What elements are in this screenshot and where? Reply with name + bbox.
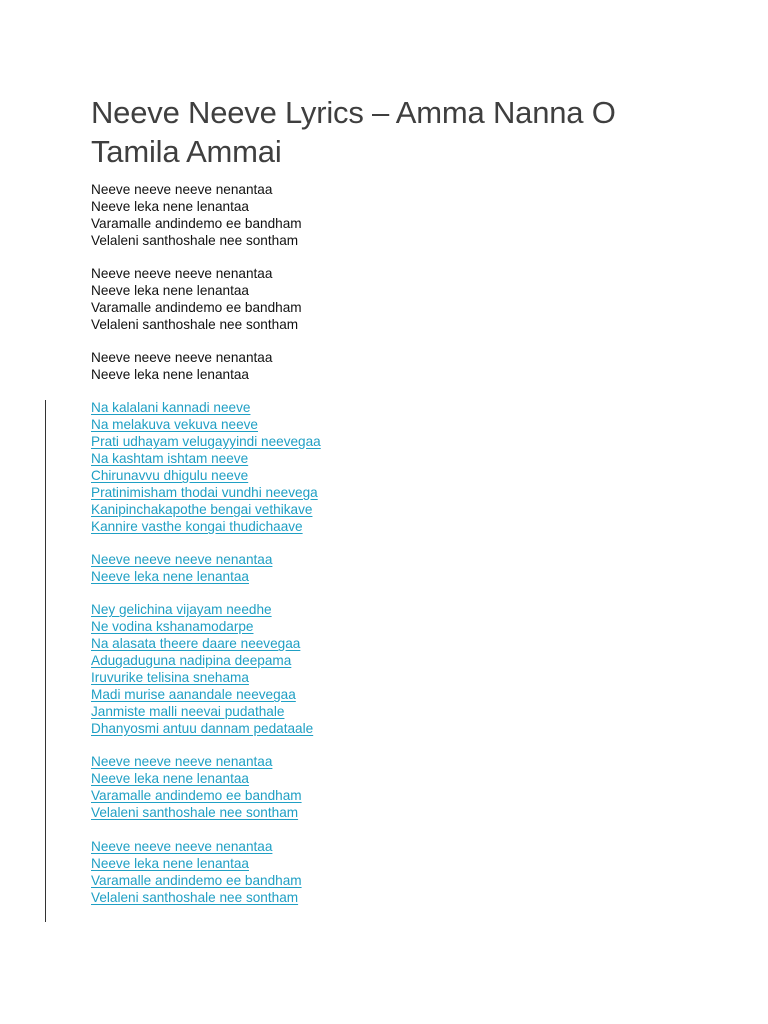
margin-change-bar	[45, 400, 46, 922]
stanza-7-linked	[91, 753, 302, 821]
lyric-link[interactable]: Velaleni santhoshale nee sontham	[91, 890, 299, 905]
lyric-link[interactable]: Varamalle andindemo ee bandham	[91, 873, 302, 888]
lyric-link[interactable]: Varamalle andindemo ee bandham	[91, 788, 302, 803]
lyric-line: Velaleni santhoshale nee sontham	[91, 317, 299, 332]
lyric-link[interactable]: Velaleni santhoshale nee sontham	[91, 805, 299, 820]
lyric-link[interactable]: Pratinimisham thodai vundhi neevega	[91, 485, 318, 500]
stanza-4-linked	[91, 399, 321, 535]
page-title: Neeve Neeve Lyrics – Amma Nanna O Tamila Ammai	[91, 95, 616, 169]
lyric-link[interactable]: Neeve neeve neeve nenantaa	[91, 754, 273, 769]
lyric-link[interactable]: Neeve leka nene lenantaa	[91, 856, 249, 871]
lyric-link[interactable]: Neeve neeve neeve nenantaa	[91, 839, 273, 854]
lyric-line: Neeve neeve neeve nenantaa	[91, 350, 273, 365]
stanza-8-linked	[91, 838, 302, 906]
lyric-link[interactable]: Neeve leka nene lenantaa	[91, 771, 249, 786]
lyric-line: Neeve neeve neeve nenantaa	[91, 182, 273, 197]
lyric-link[interactable]: Madi murise aanandale neevegaa	[91, 687, 296, 702]
lyric-link[interactable]: Na kalalani kannadi neeve	[91, 400, 251, 415]
lyric-line: Neeve leka nene lenantaa	[91, 283, 249, 298]
lyric-link[interactable]: Chirunavvu dhigulu neeve	[91, 468, 249, 483]
lyric-link[interactable]: Adugaduguna nadipina deepama	[91, 653, 292, 668]
lyric-link[interactable]: Na alasata theere daare neevegaa	[91, 636, 301, 651]
stanza-3	[91, 349, 272, 383]
lyric-line: Varamalle andindemo ee bandham	[91, 300, 302, 315]
lyric-link[interactable]: Dhanyosmi antuu dannam pedataale	[91, 721, 314, 736]
lyric-line: Varamalle andindemo ee bandham	[91, 216, 302, 231]
lyric-link[interactable]: Iruvurike telisina snehama	[91, 670, 249, 685]
lyric-line: Velaleni santhoshale nee sontham	[91, 233, 299, 248]
lyric-link[interactable]: Na kashtam ishtam neeve	[91, 451, 249, 466]
lyric-link[interactable]: Janmiste malli neevai pudathale	[91, 704, 285, 719]
lyric-line: Neeve leka nene lenantaa	[91, 367, 249, 382]
lyric-link[interactable]: Kannire vasthe kongai thudichaave	[91, 519, 303, 534]
lyric-link[interactable]: Neeve leka nene lenantaa	[91, 569, 249, 584]
lyric-link[interactable]: Ne vodina kshanamodarpe	[91, 619, 254, 634]
lyric-link[interactable]: Neeve neeve neeve nenantaa	[91, 552, 273, 567]
lyric-link[interactable]: Prati udhayam velugayyindi neevegaa	[91, 434, 321, 449]
stanza-6-linked	[91, 601, 313, 737]
lyric-link[interactable]: Ney gelichina vijayam needhe	[91, 602, 272, 617]
lyric-line: Neeve leka nene lenantaa	[91, 199, 249, 214]
stanza-5-linked	[91, 551, 272, 585]
lyric-link[interactable]: Kanipinchakapothe bengai vethikave	[91, 502, 313, 517]
lyric-line: Neeve neeve neeve nenantaa	[91, 266, 273, 281]
stanza-1	[91, 181, 302, 249]
stanza-2	[91, 265, 302, 333]
lyric-link[interactable]: Na melakuva vekuva neeve	[91, 417, 258, 432]
